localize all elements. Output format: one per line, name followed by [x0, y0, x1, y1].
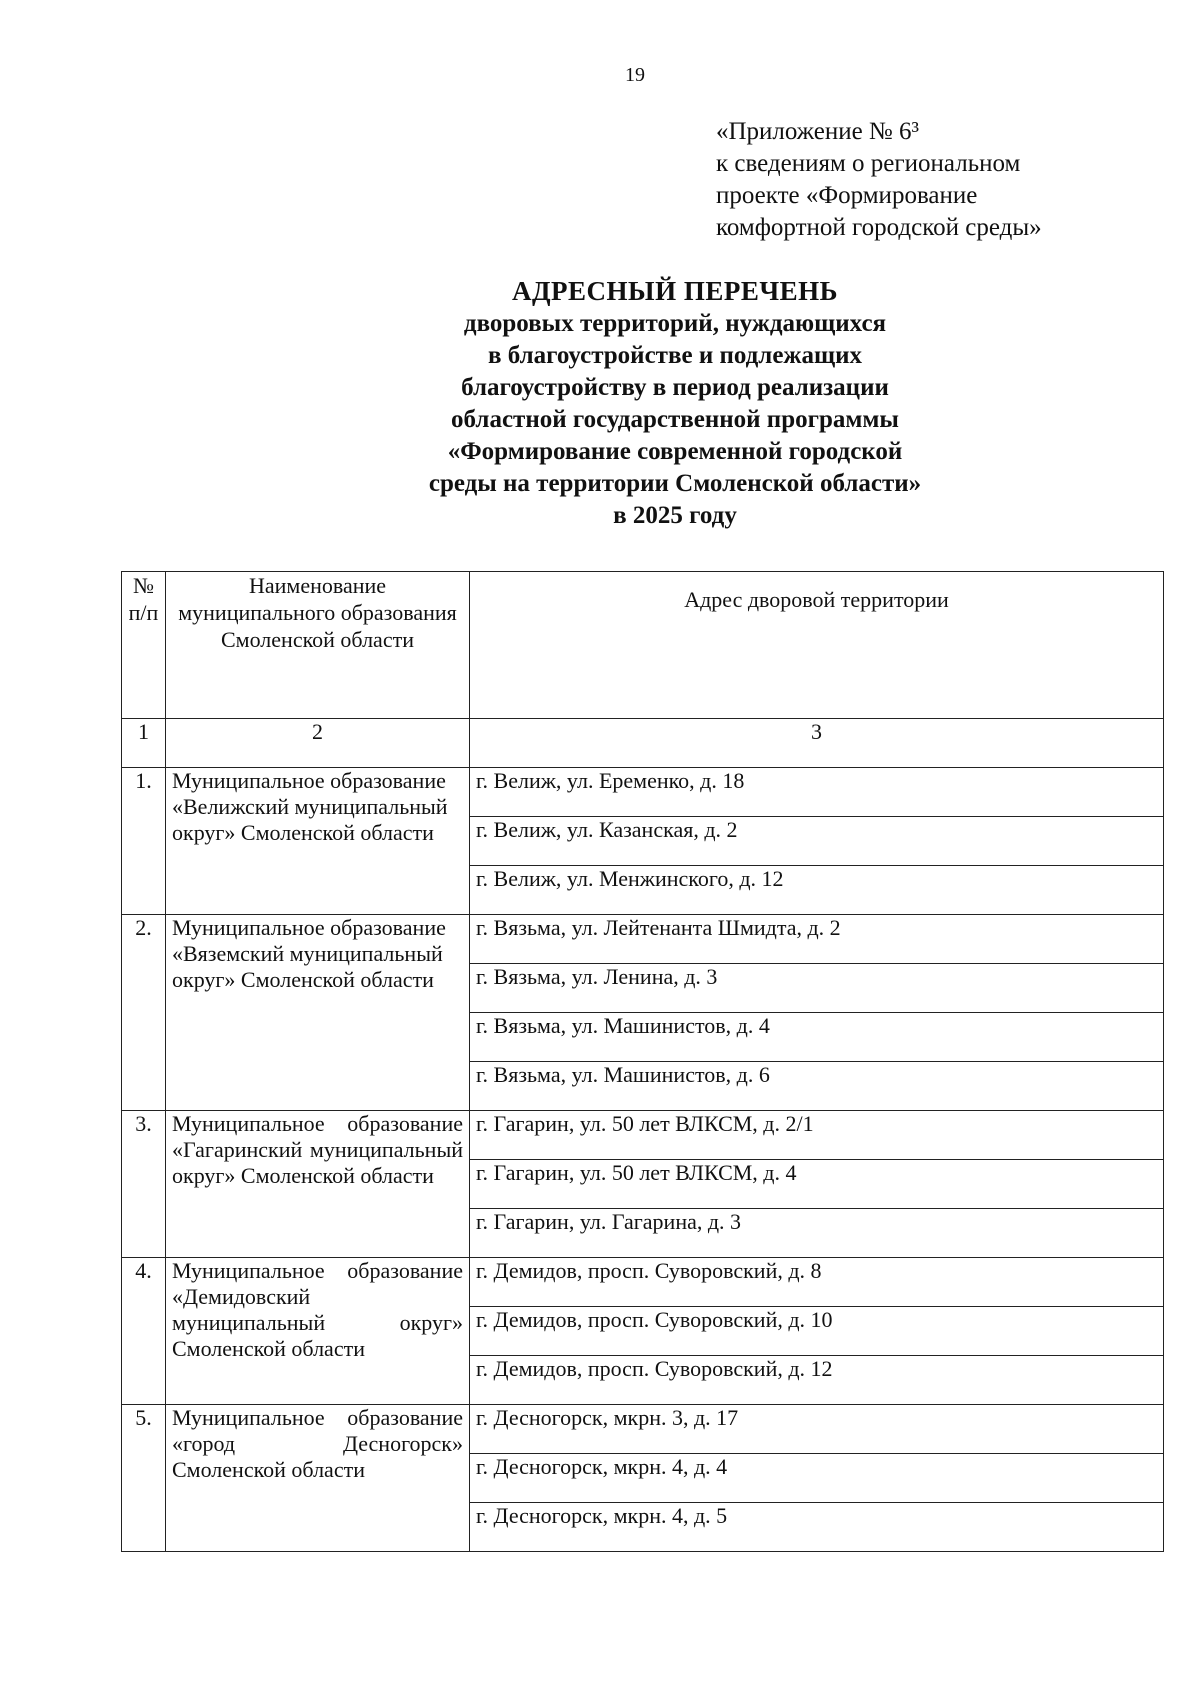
- title-line: в благоустройстве и подлежащих: [487, 342, 863, 369]
- table-row: [122, 768, 1164, 817]
- row-number: 3.: [122, 1111, 166, 1258]
- address-cell: г. Вязьма, ул. Машинистов, д. 4: [470, 1013, 1164, 1062]
- table-row: [122, 1258, 1164, 1307]
- address-cell: г. Десногорск, мкрн. 4, д. 5: [470, 1503, 1164, 1552]
- table-row: [122, 915, 1164, 964]
- table-header-row: [122, 572, 1164, 719]
- header-address: Адрес дворовой территории: [470, 572, 1164, 719]
- address-cell: г. Вязьма, ул. Машинистов, д. 6: [470, 1062, 1164, 1111]
- column-number: 1: [122, 719, 166, 768]
- address-cell: г. Демидов, просп. Суворовский, д. 12: [470, 1356, 1164, 1405]
- address-table: [121, 571, 1164, 1552]
- address-cell: г. Вязьма, ул. Лейтенанта Шмидта, д. 2: [470, 915, 1164, 964]
- address-cell: г. Велиж, ул. Менжинского, д. 12: [470, 866, 1164, 915]
- appendix-line: к сведениям о региональном: [716, 150, 1021, 177]
- appendix-note: [716, 116, 1042, 244]
- table-row: [122, 1111, 1164, 1160]
- document-title: [60, 274, 1200, 532]
- address-cell: г. Десногорск, мкрн. 3, д. 17: [470, 1405, 1164, 1454]
- row-number: 2.: [122, 915, 166, 1111]
- row-number: 5.: [122, 1405, 166, 1552]
- page-number: 19: [625, 64, 645, 86]
- title-line: областной государственной программы: [451, 406, 899, 433]
- address-cell: г. Гагарин, ул. 50 лет ВЛКСМ, д. 2/1: [470, 1111, 1164, 1160]
- municipality-name: Муниципальное образование «Гагаринский муниципальный округ» Смоленской области: [166, 1111, 470, 1258]
- address-cell: г. Десногорск, мкрн. 4, д. 4: [470, 1454, 1164, 1503]
- title-line: «Формирование современной городской: [447, 438, 903, 465]
- municipality-name: Муниципальное образование «Вяземский муниципальный округ» Смоленской области: [166, 915, 470, 1111]
- appendix-line: «Приложение № 6³: [716, 118, 920, 145]
- column-number: 2: [166, 719, 470, 768]
- address-cell: г. Гагарин, ул. Гагарина, д. 3: [470, 1209, 1164, 1258]
- appendix-line: проекте «Формирование: [716, 182, 978, 209]
- title-line: в 2025 году: [613, 502, 737, 529]
- row-number: 1.: [122, 768, 166, 915]
- address-cell: г. Велиж, ул. Казанская, д. 2: [470, 817, 1164, 866]
- header-municipality: Наименование муниципального образования Смоленской области: [166, 572, 470, 719]
- appendix-line: комфортной городской среды»: [716, 214, 1042, 241]
- address-cell: г. Вязьма, ул. Ленина, д. 3: [470, 964, 1164, 1013]
- address-cell: г. Демидов, просп. Суворовский, д. 10: [470, 1307, 1164, 1356]
- municipality-name: Муниципальное образование «Демидовский муниципальный округ» Смоленской области: [166, 1258, 470, 1405]
- title-line: благоустройству в период реализации: [461, 374, 889, 401]
- address-cell: г. Велиж, ул. Еременко, д. 18: [470, 768, 1164, 817]
- column-number-row: [122, 719, 1164, 768]
- title-line: дворовых территорий, нуждающихся: [463, 310, 887, 337]
- table-row: [122, 1405, 1164, 1454]
- address-cell: г. Гагарин, ул. 50 лет ВЛКСМ, д. 4: [470, 1160, 1164, 1209]
- title-main: АДРЕСНЫЙ ПЕРЕЧЕНЬ: [511, 276, 839, 306]
- municipality-name: Муниципальное образование «город Десногорск» Смоленской области: [166, 1405, 470, 1552]
- address-cell: г. Демидов, просп. Суворовский, д. 8: [470, 1258, 1164, 1307]
- municipality-name: Муниципальное образование «Велижский муниципальный округ» Смоленской области: [166, 768, 470, 915]
- header-num: № п/п: [122, 572, 166, 719]
- row-number: 4.: [122, 1258, 166, 1405]
- column-number: 3: [470, 719, 1164, 768]
- title-line: среды на территории Смоленской области»: [428, 470, 922, 497]
